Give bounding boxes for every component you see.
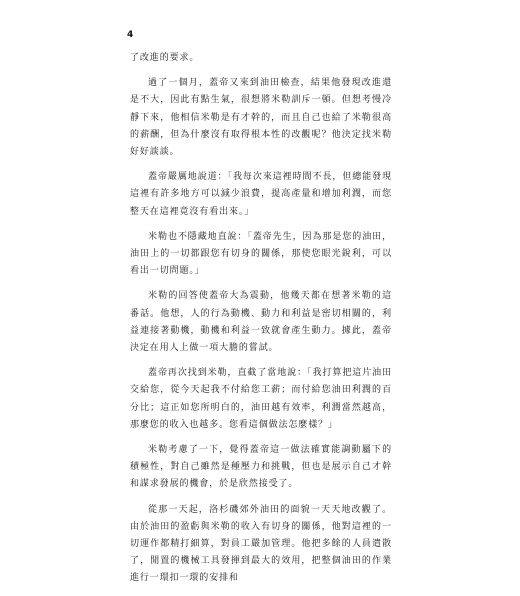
paragraph: 米勒也不隱藏地直說：「蓋帝先生，因為那是您的油田，油田上的一切都跟您有切身的關係，那使您眼光銳利，可以看出一切問題。」 (130, 231, 392, 277)
paragraph: 過了一個月，蓋帝又來到油田檢查，結果他發現改進還是不大，因此有點生氣，很想將米勒訓斥一頓。但想考慢冷靜下來，他相信米勒是有才幹的，而且自己也給了米勒很高的薪酬，但為什麼沒有取得根本性的改觀呢？他決定找米勒好好談談。 (130, 78, 392, 158)
paragraph: 米勒考慮了一下，覺得蓋帝這一做法確實能調動屬下的積極性，對自己雖然是種壓力和挑戰，但也是展示自己才幹和謀求發展的機會，於是欣然接受了。 (130, 445, 392, 490)
paragraph: 米勒的回答使蓋帝大為震動，他幾天都在想著米勒的這番話。他想，人的行為動機、動力和利益是密切相關的，利益連接著動機，動機和利益一致就會產生動力。據此，蓋帝決定在用人上做一項大膽的嘗試。 (130, 291, 392, 354)
paragraph: 從那一天起，洛杉磯郊外油田的面貌一天天地改觀了。由於油田的盈虧與米勒的收入有切身的關係，他對這裡的一切運作都精打細算，對員工嚴加管理。他把多餘的人員遣散了，閒置的機械工具發揮到最大的效用，把整個油田的作業進行一環扣一環的安排和 (130, 504, 392, 584)
paragraph: 蓋帝嚴厲地說道：「我每次來這裡時間不長，但總能發現這裡有許多地方可以減少浪費，提高產量和增加利潤，而您整天在這裡竟沒有看出來。」 (130, 172, 392, 217)
body-text (130, 50, 392, 596)
paragraph: 了改進的要求。 (130, 53, 200, 63)
page-number: 4 (127, 30, 134, 40)
paragraph: 蓋帝再次找到米勒，直截了當地說：「我打算把這片油田交給您，從今天起我不付給您工薪；而付給您油田利潤的百分比；這正如您所明白的，油田越有效率，利潤當然越高，那麼您的收入也越多。您看這個做法怎麼樣？」 (130, 368, 392, 430)
